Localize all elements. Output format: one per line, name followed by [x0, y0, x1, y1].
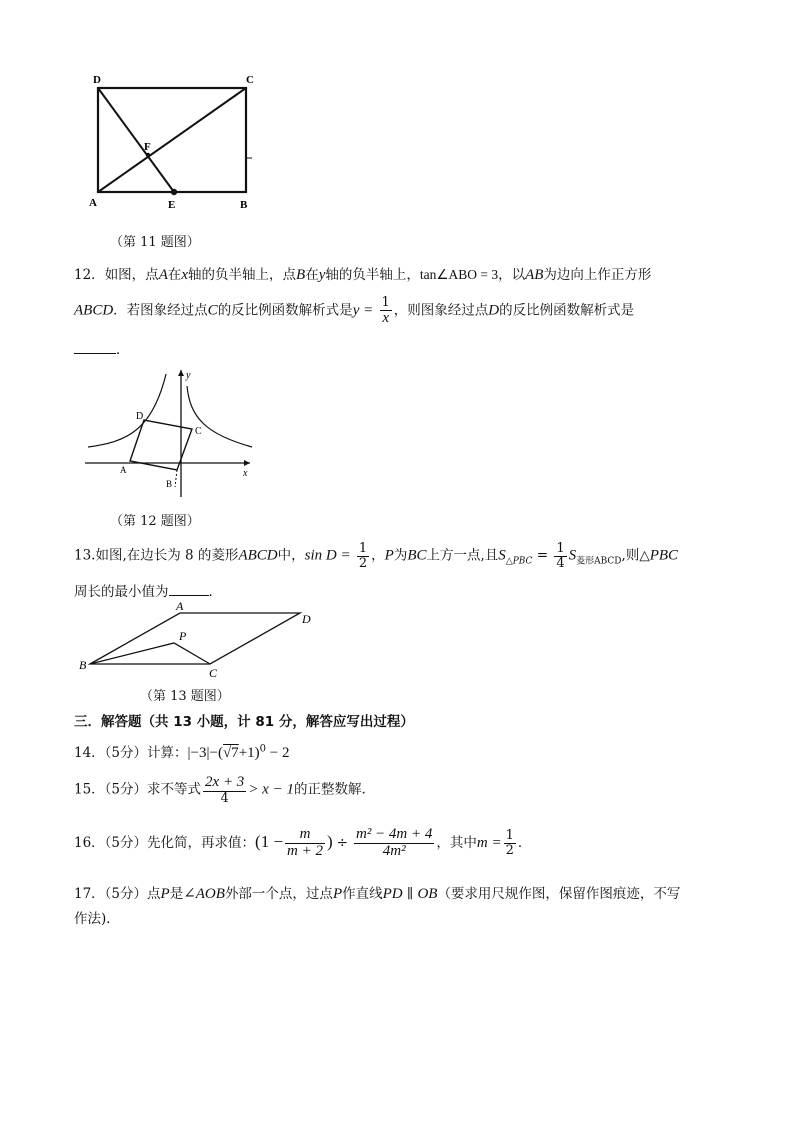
fig12-label-A: A: [120, 465, 127, 475]
fig12-label-C: C: [195, 426, 202, 437]
fig12-label-B: B: [166, 479, 173, 489]
fig13-label-D: D: [302, 612, 311, 626]
q16-fraction-3: $\frac{1}{2}$: [505, 828, 514, 858]
fig12-label-y: y: [186, 370, 191, 381]
fig12-label-D: D: [136, 411, 144, 422]
q14-line: 14．（5分）计算：$|-3|-(√7+1)^0 - 2$: [74, 743, 290, 761]
fig12-caption: （第 12 题图）: [110, 514, 200, 529]
q13-line2: 周长的最小值为 ．: [74, 580, 222, 600]
figure-11: [80, 70, 280, 215]
fig11-label-E: E: [168, 199, 176, 211]
fig13-label-P: P: [179, 629, 187, 643]
fig11-caption: （第 11 题图）: [110, 235, 200, 250]
q15-fraction: $\frac{2x + 3}{4}$: [205, 774, 245, 806]
q16-fraction-1: $\frac{m}{m + 2}$: [287, 826, 323, 859]
fig11-label-D: D: [93, 74, 101, 86]
fig12-label-x: x: [243, 468, 248, 479]
figure-13: [75, 597, 320, 682]
fig11-label-F: F: [144, 141, 151, 153]
fig11-label-B: B: [240, 199, 248, 211]
q16-fraction-2: $\frac{\text{m² − 4m + 4}}{\text{4m²}}$: [355, 826, 433, 859]
section-3-heading: 三．解答题（共 13 小题，计 81 分，解答应写出过程）: [74, 714, 414, 730]
q12-line2: ABCD．若图象经过点C的反比例函数解析式是y = $\frac{1}{x}$ ，则图象经过点D的反比例函数解析式是: [74, 295, 635, 326]
fig13-label-A: A: [176, 599, 184, 613]
q13-answer-blank[interactable]: [169, 581, 209, 596]
fig13-caption: （第 13 题图）: [140, 689, 230, 704]
q13-line1: 13.如图,在边长为 8 的菱形ABCD中，sin D = $\frac{1}{2}$ ，P为BC上方一点,且$S_{\triangle PBC}$ = $\frac{1}{4}$ $S_{菱形ABCD}$,则△PBC: [74, 541, 679, 571]
q13-fraction-sin: $\frac{1}{2}$: [358, 541, 368, 571]
q13-fraction-quarter: $\frac{1}{4}$: [556, 541, 565, 571]
q12-line3: ．: [74, 338, 130, 358]
q15-line: 15．（5分）求不等式 $\frac{2x + 3}{4}$ > x − 1的正整数解．: [74, 774, 375, 806]
q17-line2: 作法)．: [74, 911, 120, 927]
q12-answer-blank[interactable]: [74, 339, 116, 354]
figure-12: [80, 362, 265, 502]
q16-line: 16．（5分）先化简，再求值：(1 − $\frac{m}{m + 2}$ ) ÷ $\frac{\text{m² − 4m + 4}}{\text{4m²}}$ ，其中m = $\frac{1}{2}$ ．: [74, 826, 532, 859]
fig13-label-B: B: [79, 658, 87, 672]
q12-line1: 12．如图，点A在x轴的负半轴上，点B在y轴的负半轴上，tan∠ABO = 3，以AB为边向上作正方形: [74, 267, 652, 283]
q17-line1: 17．（5分）点P是∠AOB外部一个点，过点P作直线PD ∥ OB（要求用尺规作图，保留作图痕迹，不写: [74, 886, 681, 902]
q12-fraction: $\frac{1}{x}$: [381, 295, 390, 326]
fig13-label-C: C: [209, 666, 218, 680]
fig11-label-C: C: [246, 74, 254, 86]
fig11-label-A: A: [89, 197, 97, 209]
